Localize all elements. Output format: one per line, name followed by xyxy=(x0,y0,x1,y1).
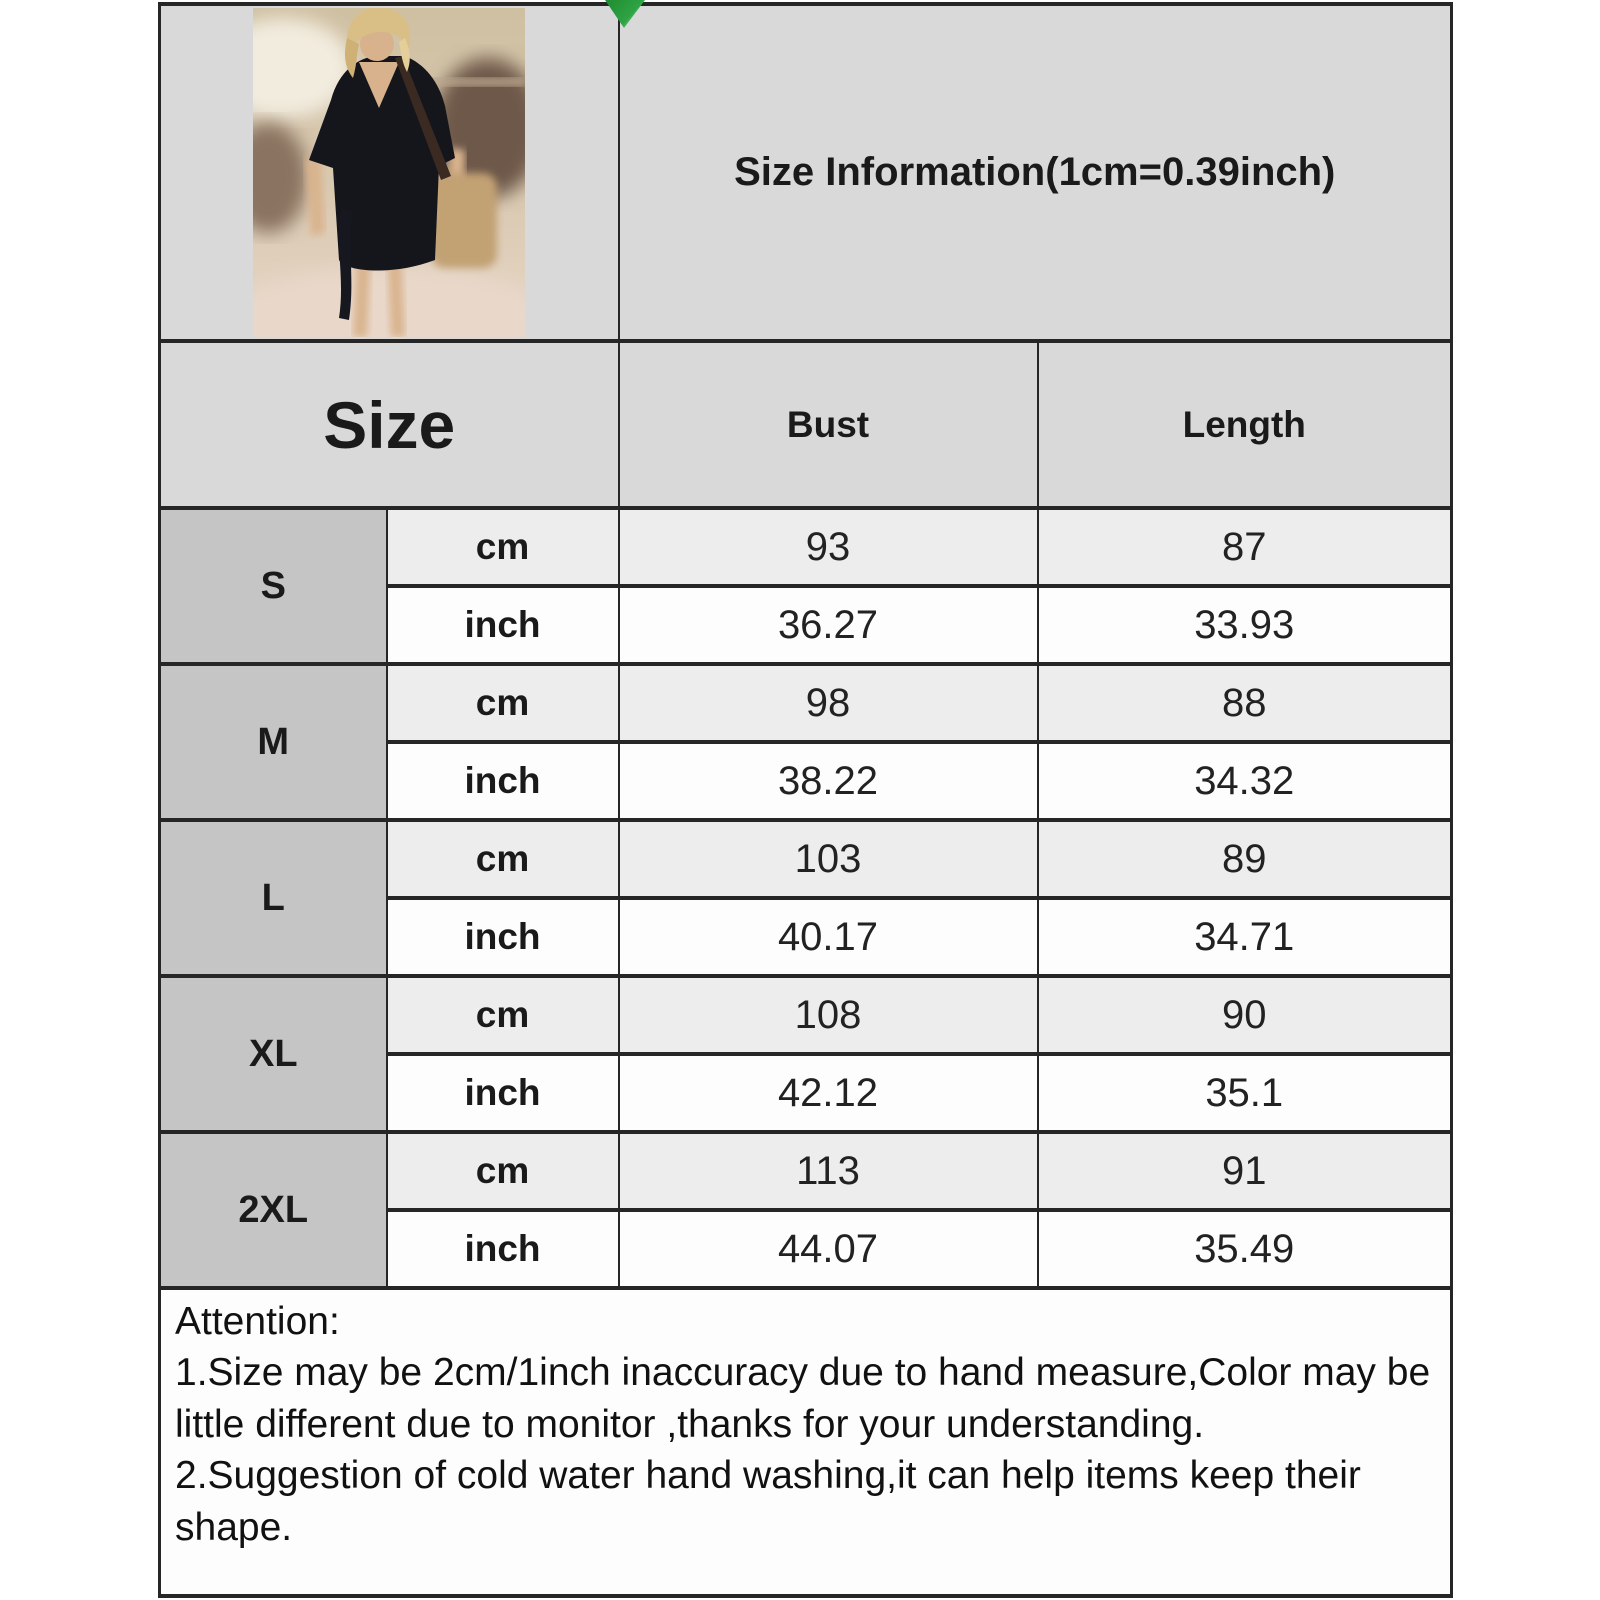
unit-label: cm xyxy=(387,976,619,1054)
table-row-m-cm xyxy=(160,664,1452,742)
unit-label: inch xyxy=(387,1210,619,1288)
bust-cm-value: 103 xyxy=(619,820,1038,898)
column-header-row xyxy=(160,341,1452,508)
bust-cm-value: 98 xyxy=(619,664,1038,742)
length-column-header: Length xyxy=(1038,341,1452,508)
size-chart-sheet xyxy=(158,2,1450,1598)
bust-inch-value: 42.12 xyxy=(619,1054,1038,1132)
product-photo xyxy=(253,8,525,337)
table-row-2xl-cm xyxy=(160,1132,1452,1210)
length-inch-value: 34.71 xyxy=(1038,898,1452,976)
table-row-xl-cm xyxy=(160,976,1452,1054)
length-cm-value: 91 xyxy=(1038,1132,1452,1210)
size-label-m: M xyxy=(160,664,387,820)
page-title: Size Information(1cm=0.39inch) xyxy=(734,150,1336,194)
bust-cm-value: 93 xyxy=(619,508,1038,586)
attention-note-1: 1.Size may be 2cm/1inch inaccuracy due to hand measure,Color may be little different due to monitor ,thanks for your understanding. xyxy=(175,1351,1431,1446)
title-cell xyxy=(619,4,1452,341)
length-inch-value: 34.32 xyxy=(1038,742,1452,820)
product-photo-cell xyxy=(160,4,619,341)
attention-heading: Attention: xyxy=(175,1300,340,1343)
bust-inch-value: 38.22 xyxy=(619,742,1038,820)
size-column-header: Size xyxy=(160,341,619,508)
size-information-table xyxy=(158,2,1453,1598)
size-label-l: L xyxy=(160,820,387,976)
bust-inch-value: 36.27 xyxy=(619,586,1038,664)
attention-section xyxy=(160,1288,1452,1596)
green-triangle-marker-icon xyxy=(601,0,649,30)
unit-label: inch xyxy=(387,898,619,976)
unit-label: cm xyxy=(387,508,619,586)
unit-label: inch xyxy=(387,742,619,820)
product-photo-illustration xyxy=(253,8,525,337)
length-inch-value: 33.93 xyxy=(1038,586,1452,664)
table-row-s-cm xyxy=(160,508,1452,586)
bust-cm-value: 108 xyxy=(619,976,1038,1054)
unit-label: inch xyxy=(387,1054,619,1132)
length-inch-value: 35.1 xyxy=(1038,1054,1452,1132)
unit-label: inch xyxy=(387,586,619,664)
unit-label: cm xyxy=(387,664,619,742)
length-cm-value: 89 xyxy=(1038,820,1452,898)
bust-column-header: Bust xyxy=(619,341,1038,508)
bust-inch-value: 44.07 xyxy=(619,1210,1038,1288)
attention-row xyxy=(160,1288,1452,1596)
length-cm-value: 88 xyxy=(1038,664,1452,742)
photo-title-row xyxy=(160,4,1452,341)
size-label-xl: XL xyxy=(160,976,387,1132)
length-cm-value: 87 xyxy=(1038,508,1452,586)
length-inch-value: 35.49 xyxy=(1038,1210,1452,1288)
table-row-l-cm xyxy=(160,820,1452,898)
size-label-2xl: 2XL xyxy=(160,1132,387,1288)
size-label-s: S xyxy=(160,508,387,664)
bust-inch-value: 40.17 xyxy=(619,898,1038,976)
bust-cm-value: 113 xyxy=(619,1132,1038,1210)
unit-label: cm xyxy=(387,820,619,898)
length-cm-value: 90 xyxy=(1038,976,1452,1054)
attention-note-2: 2.Suggestion of cold water hand washing,it can help items keep their shape. xyxy=(175,1454,1361,1549)
unit-label: cm xyxy=(387,1132,619,1210)
